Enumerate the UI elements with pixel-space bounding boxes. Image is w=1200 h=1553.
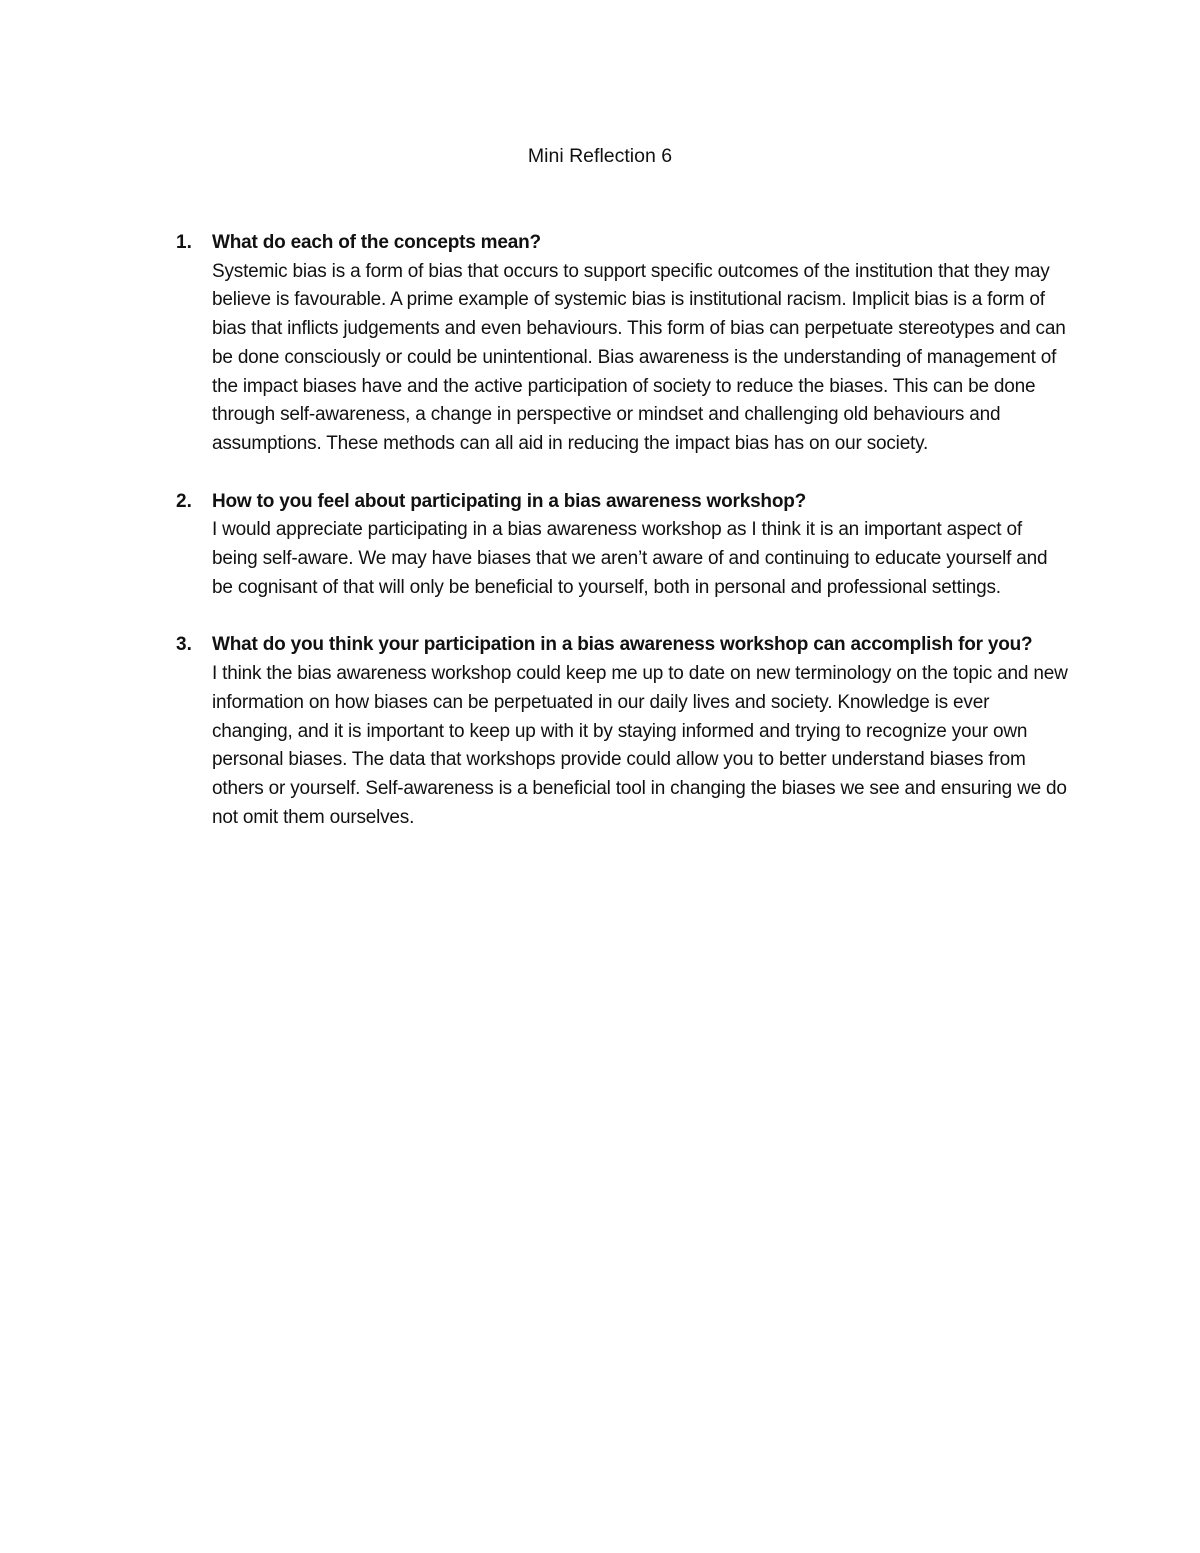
question-item xyxy=(176,229,1068,459)
question-item xyxy=(176,631,1068,832)
question-number: 3. xyxy=(176,634,192,656)
question-number: 2. xyxy=(176,490,192,512)
question-list xyxy=(176,229,1068,861)
answer-text: I think the bias awareness workshop could keep me up to date on new terminology on the topic and new information on how biases can be perpetuated in our daily lives and society. Knowledge is ever changing, and it is important to keep up with it by staying informed and trying to recognize your own personal biases. The data that workshops provide could allow you to better understand biases from others or yourself. Self-awareness is a beneficial tool in changing the biases we see and ensuring we do not omit them ourselves. xyxy=(212,663,1068,828)
question-text: What do you think your participation in a bias awareness workshop can accomplish for you? xyxy=(212,634,1033,656)
page-title: Mini Reflection 6 xyxy=(527,145,673,167)
question-number: 1. xyxy=(176,232,192,253)
question-text: What do each of the concepts mean? xyxy=(212,232,541,253)
answer-text: Systemic bias is a form of bias that occurs to support specific outcomes of the institution that they may believe is favourable. A prime example of systemic bias is institutional racism. Implicit bias is a form of bias that inflicts judgements and even behaviours. This form of bias can perpetuate stereotypes and can be done consciously or could be unintentional. Bias awareness is the understanding of management of the impact biases have and the active participation of society to reduce the biases. This can be done through self-awareness, a change in perspective or mindset and challenging old behaviours and assumptions. These methods can all aid in reducing the impact bias has on our society. xyxy=(212,260,1066,454)
question-text: How to you feel about participating in a bias awareness workshop? xyxy=(212,490,807,512)
answer-text: I would appreciate participating in a bias awareness workshop as I think it is an important aspect of being self-aware. We may have biases that we aren’t aware of and continuing to educate yourself and be cognisant of that will only be beneficial to yourself, both in personal and professional settings. xyxy=(212,519,1048,598)
question-item xyxy=(176,488,1068,603)
